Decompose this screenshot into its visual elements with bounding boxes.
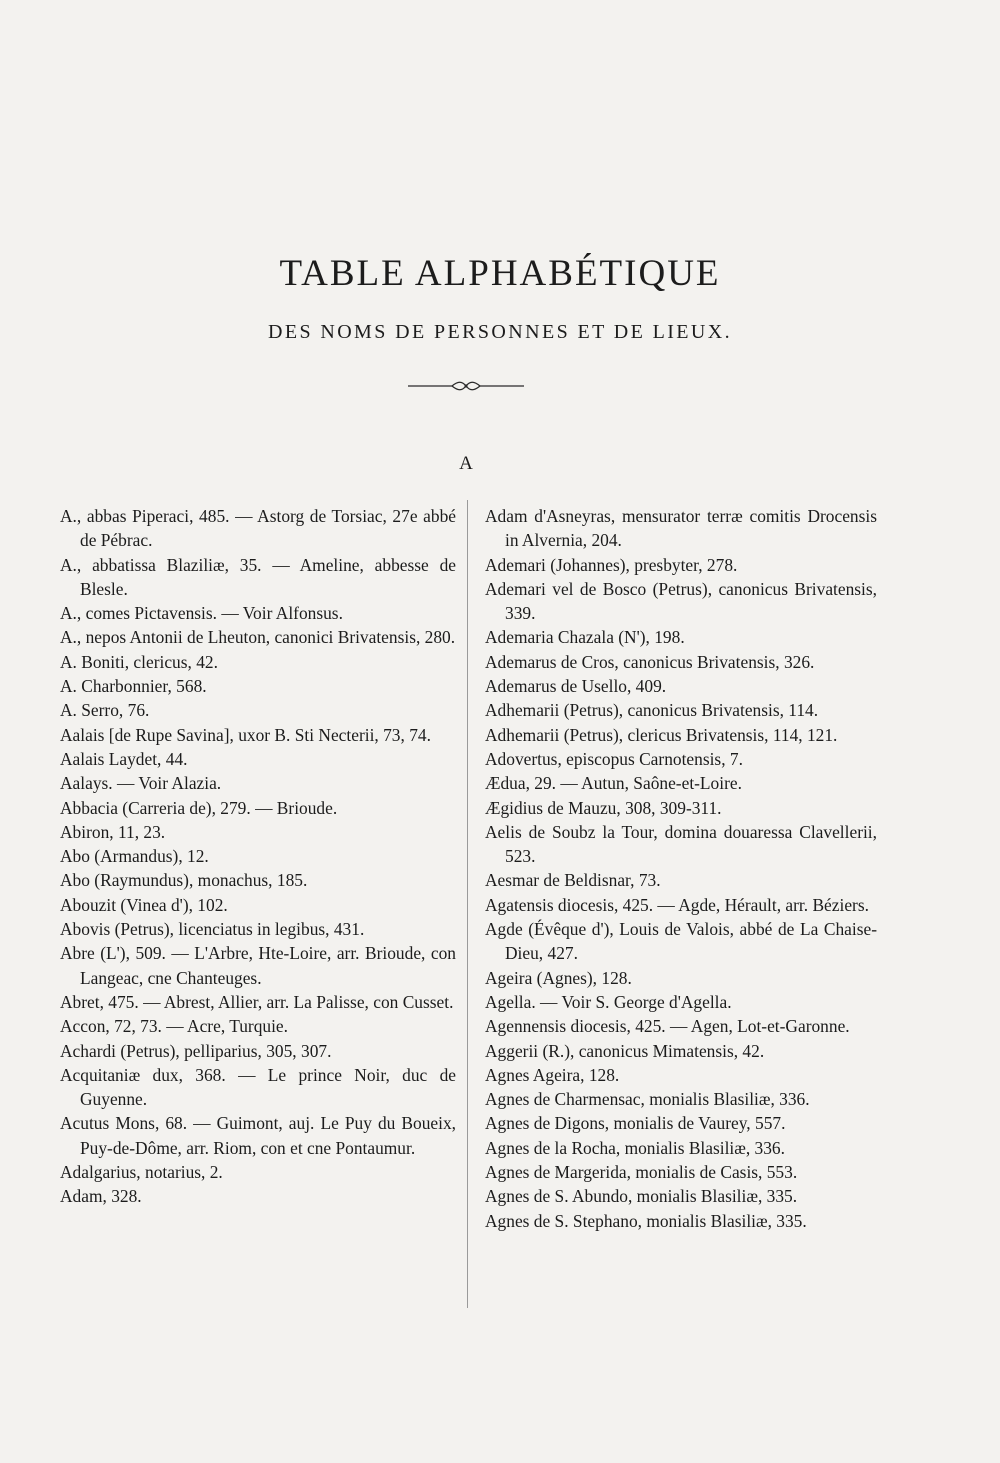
index-entry: Acquitaniæ dux, 368. — Le prince Noir, duc de Guyenne. bbox=[60, 1064, 456, 1110]
index-entry: Abret, 475. — Abrest, Allier, arr. La Palisse, con Cusset. bbox=[60, 991, 454, 1012]
index-entry: Agnes de S. Abundo, monialis Blasiliæ, 335. bbox=[485, 1186, 798, 1207]
index-entry: Adalgarius, notarius, 2. bbox=[60, 1162, 223, 1183]
index-entry: Aggerii (R.), canonicus Mimatensis, 42. bbox=[485, 1040, 765, 1061]
index-entry: Ademaria Chazala (N'), 198. bbox=[485, 627, 685, 648]
index-entry: A., abbas Piperaci, 485. — Astorg de Torsiac, 27e abbé de Pébrac. bbox=[60, 506, 456, 551]
index-entry: Aesmar de Beldisnar, 73. bbox=[485, 870, 661, 891]
index-entry: A., nepos Antonii de Lheuton, canonici Brivatensis, 280. bbox=[60, 627, 456, 648]
index-entry: Adam, 328. bbox=[60, 1186, 142, 1207]
index-entry: A., comes Pictavensis. — Voir Alfonsus. bbox=[60, 603, 343, 624]
index-entry: Ademari vel de Bosco (Petrus), canonicus Brivatensis, 339. bbox=[485, 578, 877, 624]
index-entry: Abiron, 11, 23. bbox=[60, 821, 166, 842]
index-entry: Adam d'Asneyras, mensurator terræ comitis Drocensis in Alvernia, 204. bbox=[485, 506, 877, 551]
index-entry: Aalais [de Rupe Savina], uxor B. Sti Necterii, 73, 74. bbox=[60, 724, 431, 745]
index-entry: Aalays. — Voir Alazia. bbox=[60, 773, 222, 794]
index-entry: Agnes de S. Stephano, monialis Blasiliæ, 335. bbox=[485, 1210, 807, 1231]
index-entry: Agnes Ageira, 128. bbox=[485, 1064, 620, 1085]
index-entry: Adovertus, episcopus Carnotensis, 7. bbox=[485, 748, 743, 769]
index-entry: Ademarus de Usello, 409. bbox=[485, 676, 667, 697]
right-column bbox=[485, 504, 877, 1233]
index-entry: Ademari (Johannes), presbyter, 278. bbox=[485, 554, 738, 575]
index-entry: A. Boniti, clericus, 42. bbox=[60, 651, 218, 672]
index-entry: Agnes de Digons, monialis de Vaurey, 557. bbox=[485, 1113, 786, 1134]
index-entry: Agnes de Charmensac, monialis Blasiliæ, 336. bbox=[485, 1089, 810, 1110]
page-subtitle: DES NOMS DE PERSONNES ET DE LIEUX. bbox=[267, 321, 733, 343]
index-entry: Ædua, 29. — Autun, Saône-et-Loire. bbox=[485, 773, 742, 794]
left-column bbox=[60, 504, 456, 1209]
index-entry: Agatensis diocesis, 425. — Agde, Hérault, arr. Béziers. bbox=[485, 894, 869, 915]
index-entry: Adhemarii (Petrus), clericus Brivatensis, 114, 121. bbox=[485, 724, 838, 745]
index-entry: A. Charbonnier, 568. bbox=[60, 676, 207, 697]
index-entry: Abovis (Petrus), licenciatus in legibus, 431. bbox=[60, 919, 365, 940]
index-entry: Abbacia (Carreria de), 279. — Brioude. bbox=[60, 797, 338, 818]
index-entry: Ægidius de Mauzu, 308, 309-311. bbox=[485, 797, 722, 818]
index-entry: Aalais Laydet, 44. bbox=[60, 748, 188, 769]
index-entry: Abo (Armandus), 12. bbox=[60, 846, 209, 867]
index-entry: Ageira (Agnes), 128. bbox=[485, 967, 632, 988]
index-entry: A. Serro, 76. bbox=[60, 700, 150, 721]
index-entry: Agnes de Margerida, monialis de Casis, 553. bbox=[485, 1162, 798, 1183]
index-entry: Agde (Évêque d'), Louis de Valois, abbé de La Chaise-Dieu, 427. bbox=[485, 919, 877, 964]
index-entry: Acutus Mons, 68. — Guimont, auj. Le Puy du Boueix, Puy-de-Dôme, arr. Riom, con et cne Pontaumur. bbox=[60, 1113, 456, 1158]
index-entry: Agella. — Voir S. George d'Agella. bbox=[485, 991, 732, 1012]
page-title: TABLE ALPHABÉTIQUE bbox=[279, 253, 721, 294]
index-entry: Abo (Raymundus), monachus, 185. bbox=[60, 870, 308, 891]
index-entry: Adhemarii (Petrus), canonicus Brivatensis, 114. bbox=[485, 700, 819, 721]
index-entry: Achardi (Petrus), pelliparius, 305, 307. bbox=[60, 1040, 332, 1061]
ornament-divider bbox=[408, 378, 524, 394]
index-entry: Agennensis diocesis, 425. — Agen, Lot-et-Garonne. bbox=[485, 1016, 850, 1037]
index-entry: Abouzit (Vinea d'), 102. bbox=[60, 894, 228, 915]
index-entry: A., abbatissa Blaziliæ, 35. — Ameline, abbesse de Blesle. bbox=[60, 554, 456, 599]
index-entry: Ademarus de Cros, canonicus Brivatensis, 326. bbox=[485, 651, 815, 672]
index-entry: Aelis de Soubz la Tour, domina douaressa Clavellerii, 523. bbox=[485, 821, 877, 867]
section-letter: A bbox=[459, 453, 473, 474]
index-entry: Accon, 72, 73. — Acre, Turquie. bbox=[60, 1016, 288, 1037]
column-divider bbox=[467, 500, 468, 1308]
index-entry: Agnes de la Rocha, monialis Blasiliæ, 336. bbox=[485, 1137, 785, 1158]
index-entry: Abre (L'), 509. — L'Arbre, Hte-Loire, arr. Brioude, con Langeac, cne Chanteuges. bbox=[60, 943, 456, 988]
